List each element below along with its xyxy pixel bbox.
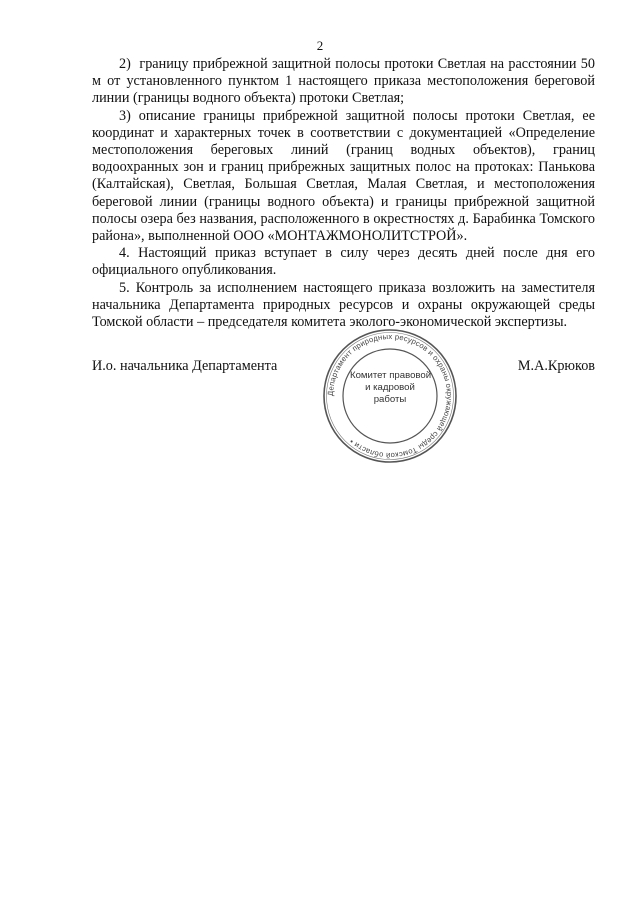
stamp-line-1: Комитет правовой	[350, 370, 432, 381]
stamp-center-text	[350, 370, 430, 406]
paragraph-2: 2) границу прибрежной защитной полосы протоки Светлая на расстоянии 50 м от установленного пунктом 1 настоящего приказа местоположения береговой линии (границы водного объекта) протоки Светлая;	[92, 56, 595, 107]
paragraph-4: 4. Настоящий приказ вступает в силу через десять дней после дня его официального опубликования.	[92, 245, 595, 279]
stamp-line-3: работы	[373, 394, 407, 405]
paragraph-3: 3) описание границы прибрежной защитной полосы протоки Светлая, ее координат и характерных точек в соответствии с документацией «Определение местоположения береговых линий (границ водных объектов), границ водоохранных зон и границ прибрежных защитных полос на протоках: Панькова (Калтайская), Светлая, Большая Светлая, Малая Светлая, и местоположения береговой линии (границы водного объекта) и границы прибрежной защитной полосы озера без названия, расположенного в окрестностях д. Барабинка Томского района», выполненной ООО «МОНТАЖМОНОЛИТСТРОЙ».	[92, 107, 595, 245]
page-number: 2	[316, 38, 324, 53]
stamp-ring-text: Департамент природных ресурсов и охраны окружающей среды Томской области •	[325, 331, 455, 461]
paragraph-5: 5. Контроль за исполнением настоящего приказа возложить на заместителя начальника Департамента природных ресурсов и охраны окружающей среды Томской области – председателя комитета эколого-экономической экспертизы.	[92, 279, 595, 331]
signatory-name: М.А.Крюков	[517, 358, 595, 374]
official-stamp	[320, 326, 460, 466]
document-body	[92, 56, 595, 331]
signatory-title: И.о. начальника Департамента	[92, 358, 278, 374]
stamp-line-2: и кадровой	[365, 382, 415, 393]
